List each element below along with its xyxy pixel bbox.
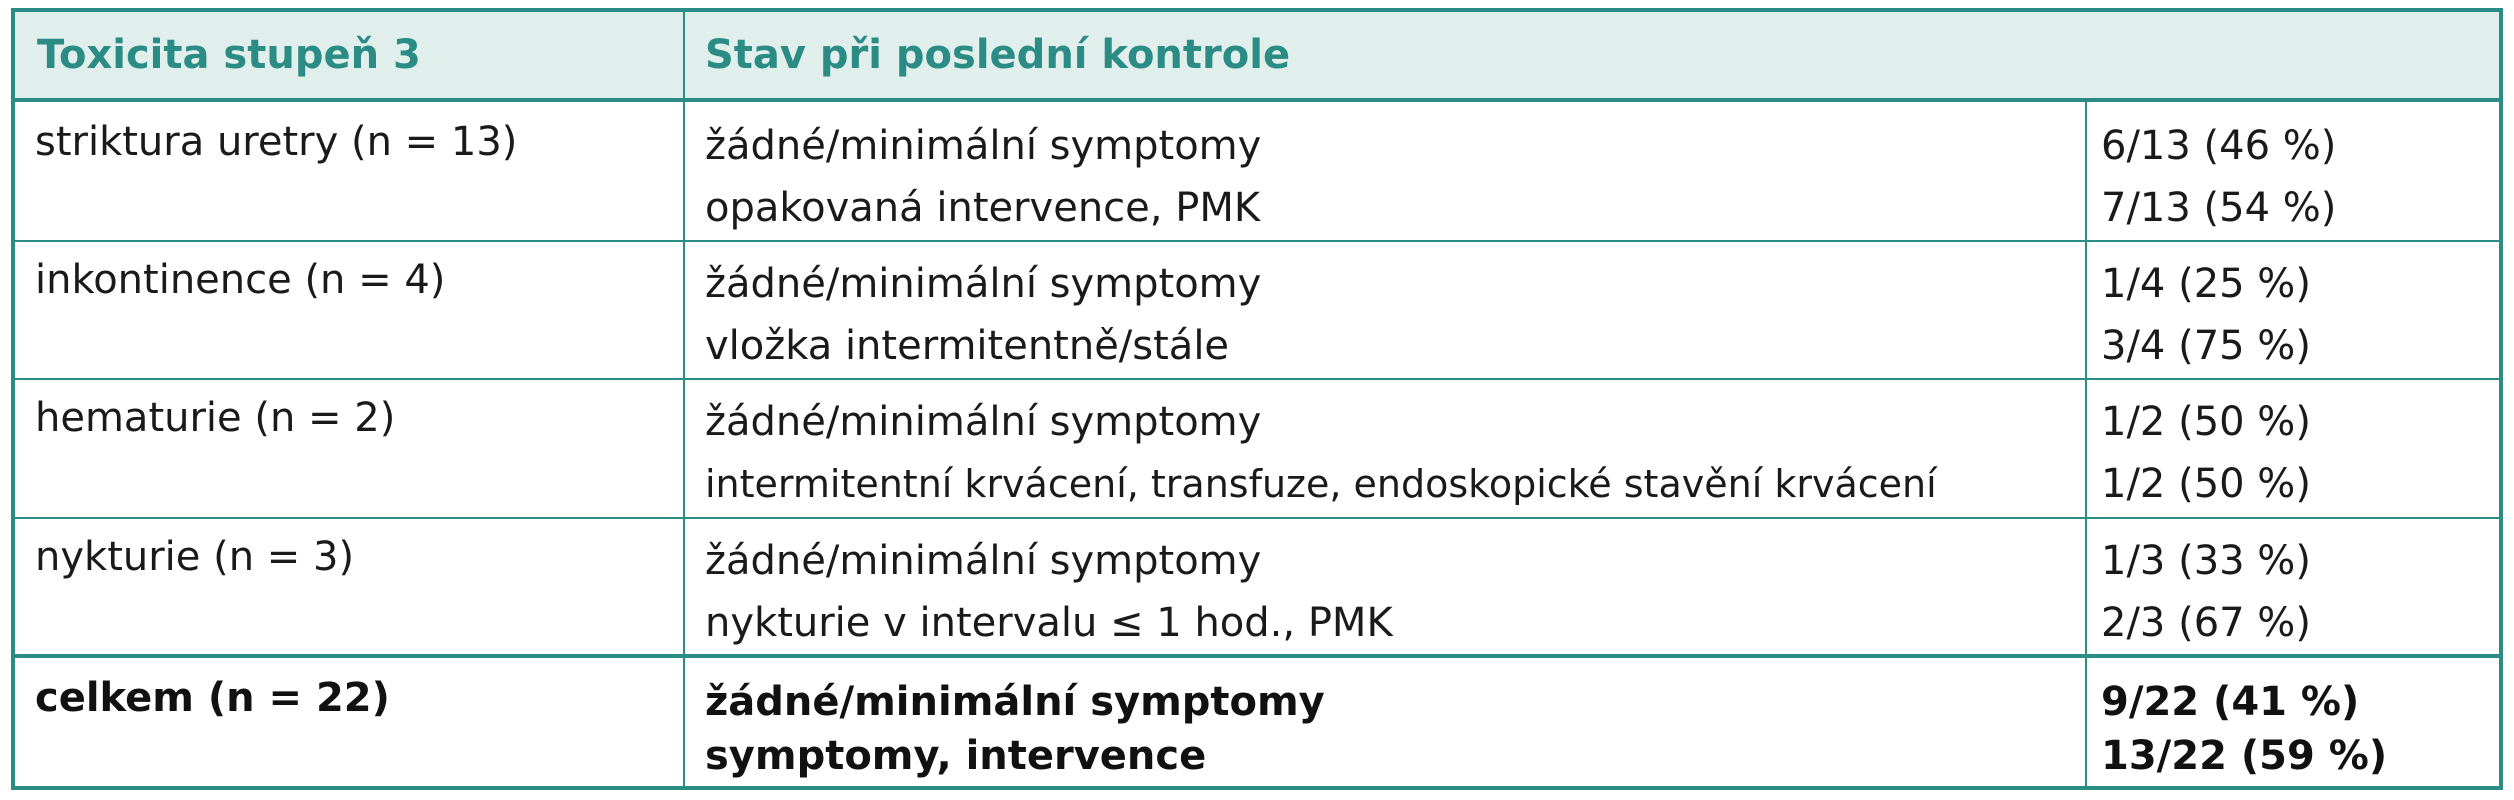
- header-toxicity-grade: Toxicita stupeň 3: [37, 32, 421, 78]
- total-divider: [15, 654, 2499, 658]
- header-status-last-control: Stav při poslední kontrole: [705, 32, 1291, 78]
- column-divider: [683, 12, 685, 786]
- outcome-status: žádné/minimální symptomy: [705, 399, 1262, 445]
- outcome-value: 3/4 (75 %): [2101, 323, 2311, 369]
- outcome-status: žádné/minimální symptomy: [705, 123, 1262, 169]
- outcome-value: 1/2 (50 %): [2101, 399, 2311, 445]
- row-divider: [15, 240, 2499, 242]
- outcome-status: vložka intermitentně/stále: [705, 323, 1230, 369]
- outcome-value: 2/3 (67 %): [2101, 600, 2311, 646]
- total-outcome-status: symptomy, intervence: [705, 733, 1207, 779]
- row-category: hematurie (n = 2): [35, 395, 396, 441]
- outcome-status: intermitentní krvácení, transfuze, endoskopické stavění krvácení: [705, 462, 1937, 506]
- outcome-status: žádné/minimální symptomy: [705, 538, 1262, 584]
- row-divider: [15, 517, 2499, 519]
- outcome-value: 1/2 (50 %): [2101, 461, 2311, 507]
- total-outcome-status: žádné/minimální symptomy: [705, 679, 1325, 725]
- outcome-value: 1/4 (25 %): [2101, 261, 2311, 307]
- outcome-status: opakovaná intervence, PMK: [705, 185, 1261, 231]
- outcome-value: 1/3 (33 %): [2101, 538, 2311, 584]
- row-category: inkontinence (n = 4): [35, 257, 446, 303]
- row-category: striktura uretry (n = 13): [35, 119, 518, 165]
- outcome-status: žádné/minimální symptomy: [705, 261, 1262, 307]
- row-divider: [15, 378, 2499, 380]
- column-divider: [2085, 102, 2087, 786]
- total-outcome-value: 9/22 (41 %): [2101, 679, 2360, 725]
- total-category: celkem (n = 22): [35, 675, 390, 721]
- outcome-value: 6/13 (46 %): [2101, 123, 2337, 169]
- outcome-value: 7/13 (54 %): [2101, 185, 2337, 231]
- total-outcome-value: 13/22 (59 %): [2101, 733, 2388, 779]
- outcome-status: nykturie v intervalu ≤ 1 hod., PMK: [705, 600, 1393, 646]
- row-category: nykturie (n = 3): [35, 534, 355, 580]
- data-table: [11, 8, 2503, 790]
